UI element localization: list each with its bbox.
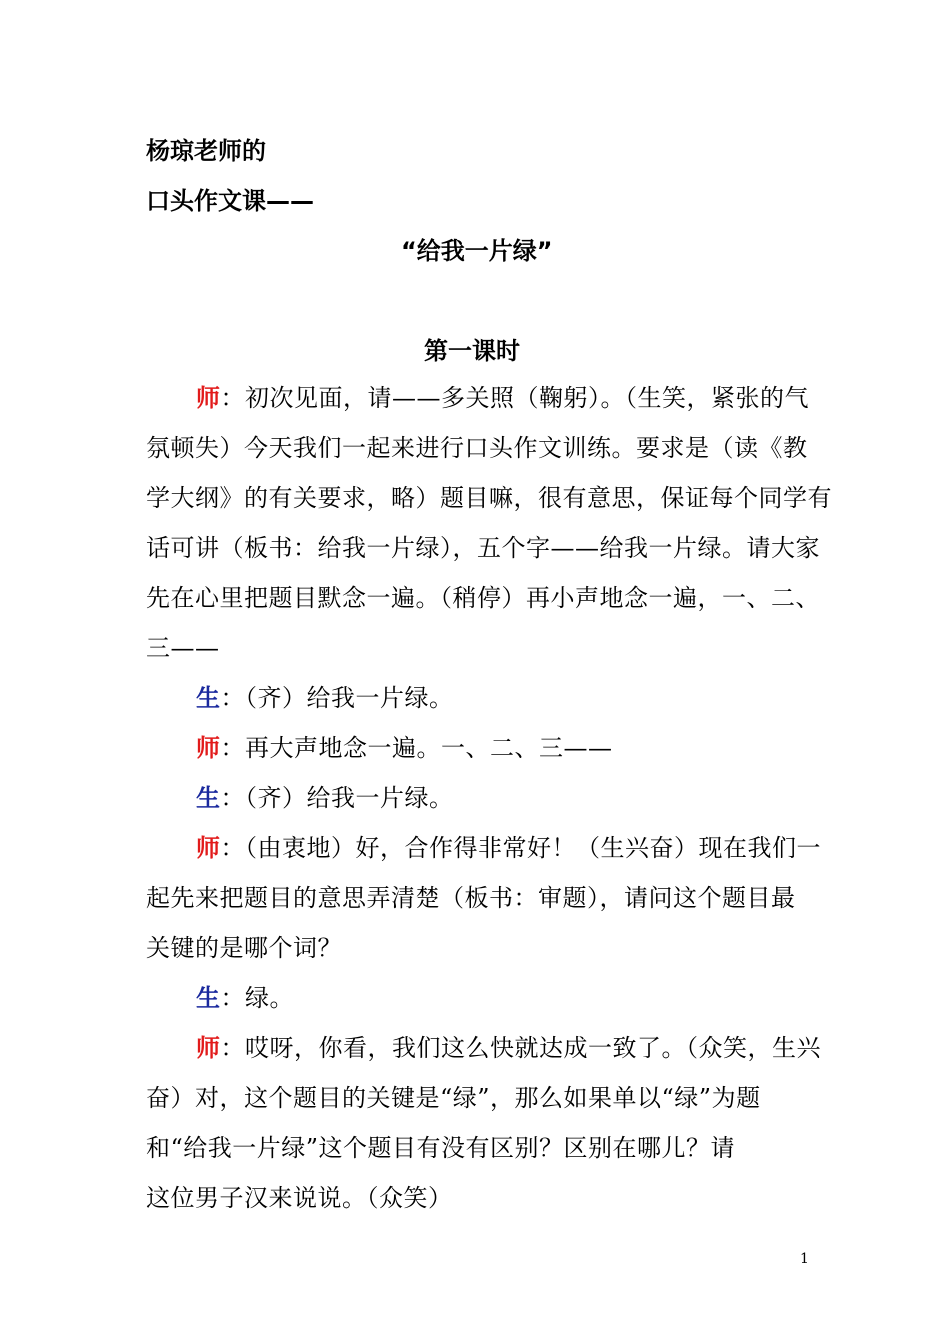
line-text: ：哎呀，你看，我们这么快就达成一致了。（众笑，生兴 [220, 1034, 821, 1062]
paragraph-line: 关键的是哪个词？ [146, 934, 342, 962]
paragraph-line [196, 783, 454, 813]
paragraph-line [196, 983, 294, 1013]
line-text: ：（由衷地）好，合作得非常好！（生兴奋）现在我们一 [220, 834, 821, 862]
paragraph-line: 起先来把题目的意思弄清楚（板书：审题），请问这个题目最 [146, 884, 796, 912]
line-text: ：再大声地念一遍。一、二、三—— [220, 734, 613, 762]
line-text: ：（齐）给我一片绿。 [220, 784, 454, 812]
speaker-teacher: 师 [196, 384, 221, 412]
paragraph-line [196, 833, 821, 863]
paragraph-line: 三—— [146, 634, 220, 662]
paragraph-line: 氛顿失）今天我们一起来进行口头作文训练。要求是（读《教 [146, 434, 808, 462]
paragraph-line [196, 733, 613, 763]
paragraph-line: 先在心里把题目默念一遍。（稍停）再小声地念一遍，一、二、 [146, 584, 820, 612]
paragraph-line [196, 683, 454, 713]
line-text: ：（齐）给我一片绿。 [220, 684, 454, 712]
page-number: 1 [800, 1251, 809, 1267]
speaker-teacher: 师 [196, 1034, 221, 1062]
paragraph-line: 奋）对，这个题目的关键是“绿”，那么如果单以“绿”为题 [146, 1084, 761, 1112]
section-heading: 第一课时 [424, 337, 520, 365]
paragraph-line [196, 383, 809, 413]
paragraph-line [196, 1033, 821, 1063]
title-line-2: 口头作文课—— [146, 187, 314, 215]
paragraph-line: 和“给我一片绿”这个题目有没有区别？区别在哪儿？请 [146, 1134, 736, 1162]
speaker-teacher: 师 [196, 734, 221, 762]
title-line-1: 杨琼老师的 [146, 137, 266, 165]
subtitle: “给我一片绿” [401, 237, 553, 265]
speaker-student: 生 [196, 784, 221, 812]
paragraph-line: 学大纲》的有关要求，略）题目嘛，很有意思，保证每个同学有 [146, 484, 832, 512]
paragraph-line: 这位男子汉来说说。（众笑） [146, 1184, 453, 1212]
line-text: ：绿。 [220, 984, 294, 1012]
paragraph-line: 话可讲（板书：给我一片绿），五个字——给我一片绿。请大家 [146, 534, 820, 562]
speaker-student: 生 [196, 684, 221, 712]
line-text: ：初次见面，请——多关照（鞠躬）。（生笑，紧张的气 [220, 384, 809, 412]
speaker-student: 生 [196, 984, 221, 1012]
speaker-teacher: 师 [196, 834, 221, 862]
